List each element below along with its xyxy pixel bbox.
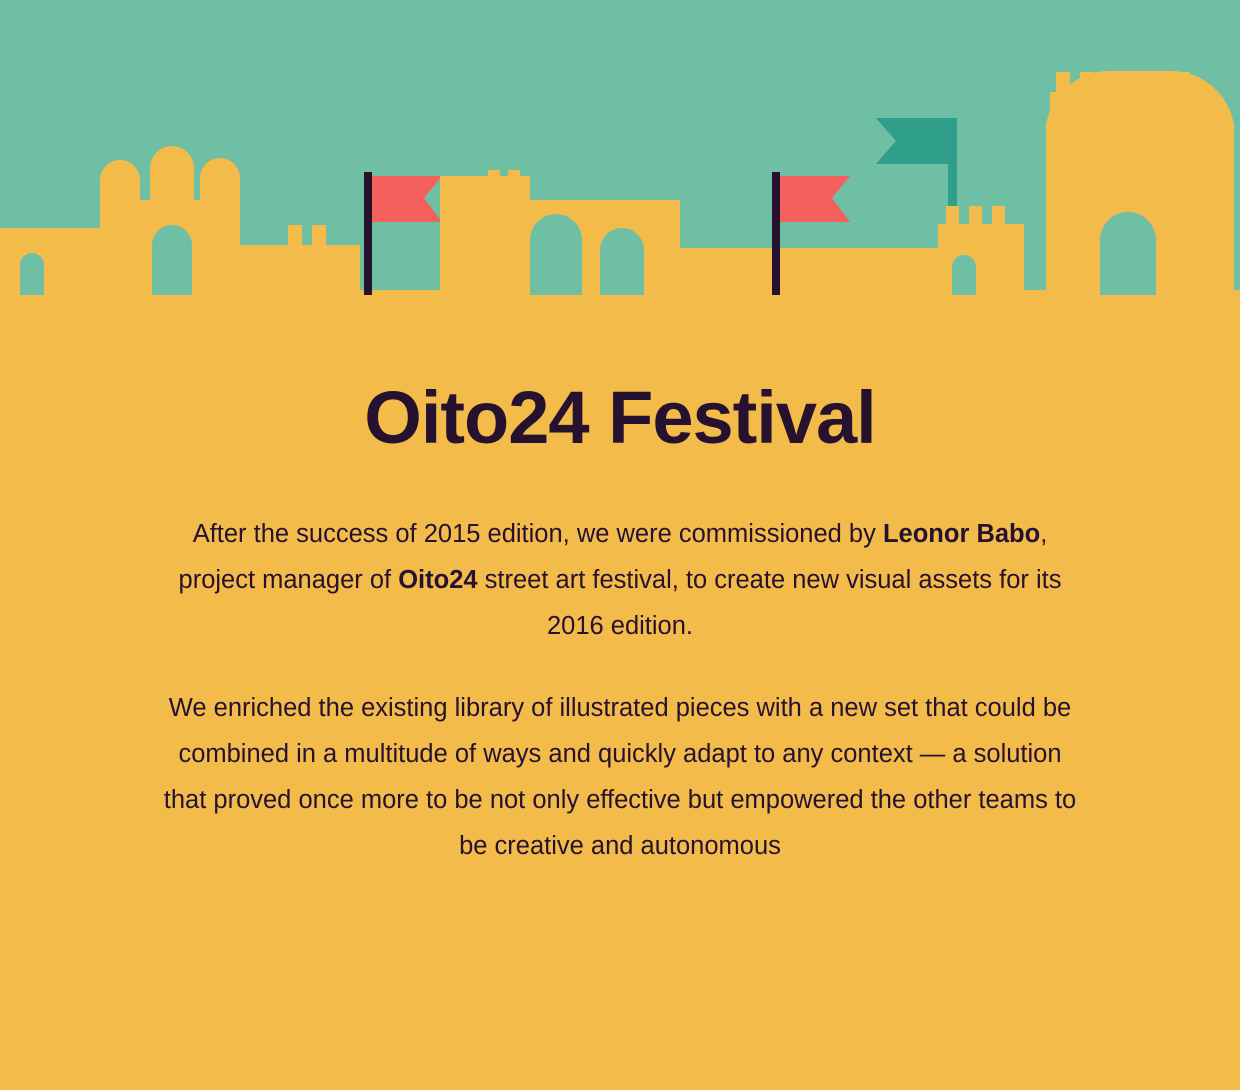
body-paragraph: We enriched the existing library of illustrated pieces with a new set that could be combined in a multitude of ways and quickly adapt to any context — a solution that proved once more to be not only effective but empowered the other teams to be creative and autonomous [163, 694, 1077, 860]
page-title: Oito24 Festival [364, 376, 876, 459]
door-arch-1 [20, 253, 44, 295]
text-content [0, 295, 1240, 869]
wall-center-right [678, 248, 978, 295]
flag-pole-right [772, 172, 780, 295]
castle-skyline-illustration [0, 0, 1240, 295]
door-arch-5 [952, 255, 976, 295]
intro-part-3: street art festival, to create new visual assets for its 2016 edition. [477, 566, 1062, 640]
person-name-leonor-babo: Leonor Babo [882, 520, 1041, 548]
door-arch-6 [1100, 212, 1156, 295]
intro-paragraph [170, 455, 1070, 649]
intro-part-1: After the success of 2015 edition, we were commissioned by [192, 520, 883, 548]
door-arch-3 [530, 214, 582, 295]
flag-pole-left [364, 172, 372, 295]
sandcastle-small-left [0, 228, 100, 295]
door-arch-2 [152, 225, 192, 295]
intro-part-2: , project manager of [178, 520, 1048, 594]
festival-name-oito24: Oito24 [398, 566, 478, 594]
castle-skyline-svg [0, 0, 1240, 295]
door-arch-4 [600, 228, 644, 295]
